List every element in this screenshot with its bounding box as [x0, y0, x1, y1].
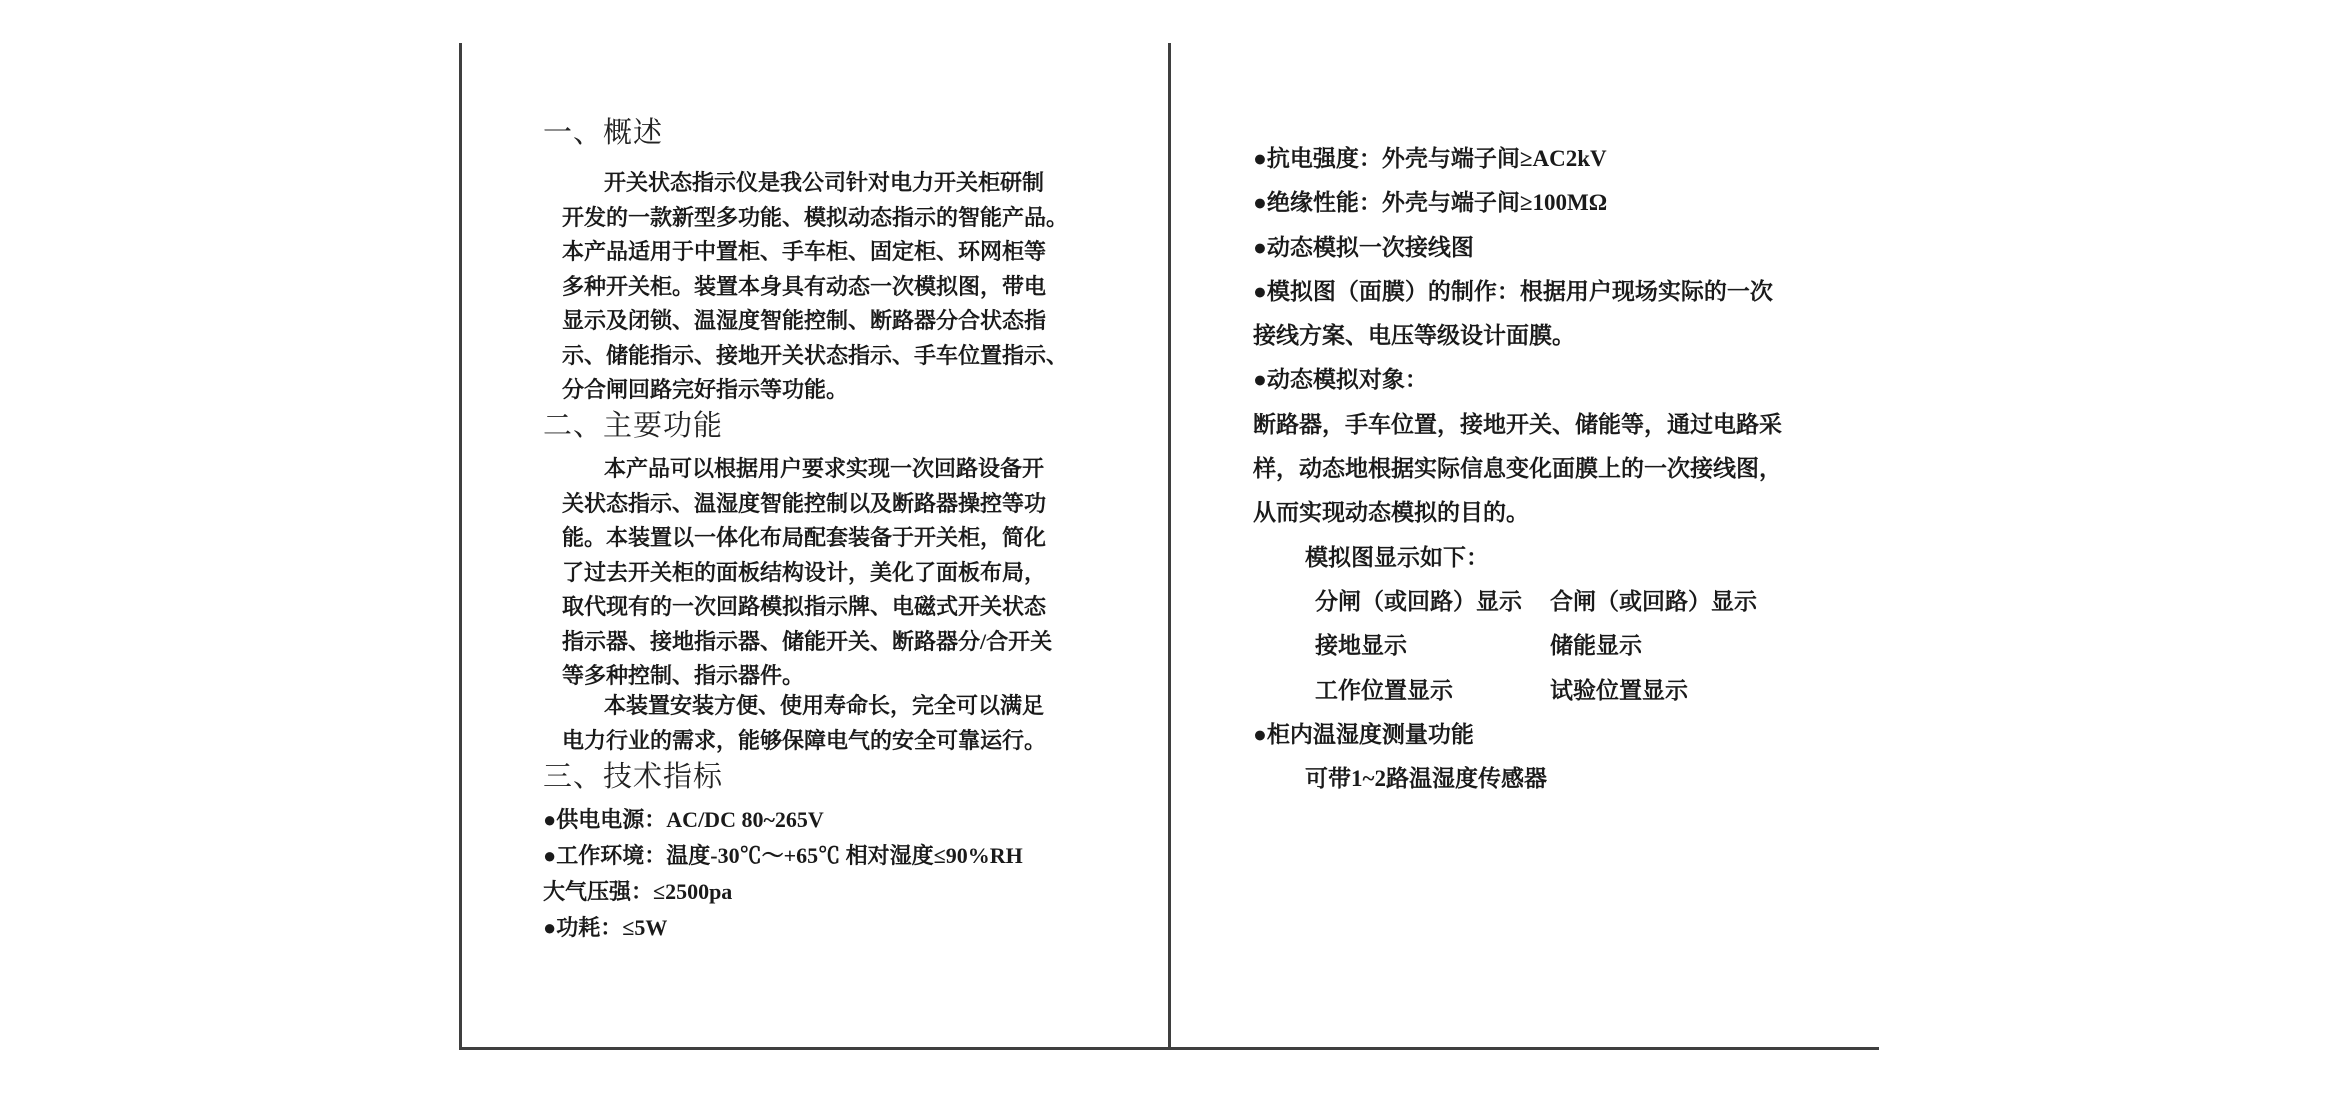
display-item: 工作位置显示: [1315, 677, 1453, 703]
display-pair-row: [1253, 624, 1773, 668]
text-line: 样，动态地根据实际信息变化面膜上的一次接线图，: [1253, 456, 1782, 482]
text-line: 本装置安装方便、使用寿命长，完全可以满足: [604, 693, 1045, 718]
spec-bullet-line: ●动态模拟一次接线图: [1253, 234, 1474, 260]
text-line: 等多种控制、指示器件。: [562, 663, 805, 688]
text-line: 电力行业的需求，能够保障电气的安全可靠运行。: [562, 727, 1047, 753]
spec-bullet-line: ●抗电强度：外壳与端子间≥AC2kV: [1253, 146, 1607, 171]
text-line: 指示器、接地指示器、储能开关、断路器分/合开关: [562, 628, 1053, 654]
text-line: 本产品可以根据用户要求实现一次回路设备开: [604, 456, 1045, 481]
display-item: 试验位置显示: [1550, 677, 1688, 703]
spec-bullet-line: ●功耗：≤5W: [543, 915, 668, 940]
text-line: 分合闸回路完好指示等功能。: [562, 377, 849, 402]
text-line: 多种开关柜。装置本身具有动态一次模拟图，带电: [562, 273, 1047, 299]
display-item: 合闸（或回路）显示: [1550, 588, 1757, 614]
text-line: 开关状态指示仪是我公司针对电力开关柜研制: [604, 170, 1045, 195]
text-line: 可带1~2路温湿度传感器: [1305, 766, 1547, 792]
text-line: 接线方案、电压等级设计面膜。: [1253, 323, 1575, 349]
section2-heading: 二、主要功能: [543, 410, 724, 442]
display-pair-row: [1253, 669, 1773, 713]
section3-heading: 三、技术指标: [543, 761, 724, 793]
text-line: 示、储能指示、接地开关状态指示、手车位置指示、: [562, 342, 1069, 368]
text-line: 关状态指示、温湿度智能控制以及断路器操控等功: [562, 490, 1047, 516]
spec-bullet-line: ●动态模拟对象：: [1253, 367, 1428, 393]
section2-paragraph-2: [562, 689, 1047, 758]
text-line: 取代现有的一次回路模拟指示牌、电磁式开关状态: [562, 594, 1047, 619]
left-page-border-line: [459, 43, 462, 1050]
text-line: 本产品适用于中置柜、手车柜、固定柜、环网柜等: [562, 239, 1047, 264]
display-item: 分闸（或回路）显示: [1315, 588, 1522, 614]
right-page-spec-list: [1253, 137, 1782, 801]
display-item: 接地显示: [1315, 633, 1407, 659]
text-line: 大气压强：≤2500pa: [543, 879, 733, 904]
spec-bullet-line: ●供电电源：AC/DC 80~265V: [543, 807, 824, 832]
text-line: 显示及闭锁、温湿度智能控制、断路器分合状态指: [562, 308, 1047, 333]
text-line: 了过去开关柜的面板结构设计，美化了面板布局，: [562, 559, 1047, 585]
text-line: 开发的一款新型多功能、模拟动态指示的智能产品。: [562, 204, 1069, 230]
bottom-border-line: [459, 1047, 1879, 1050]
spec-bullet-line: ●柜内温湿度测量功能: [1253, 721, 1474, 747]
spec-bullet-line: ●绝缘性能：外壳与端子间≥100MΩ: [1253, 190, 1608, 216]
spec-bullet-line: ●模拟图（面膜）的制作：根据用户现场实际的一次: [1253, 278, 1773, 304]
display-pair-row: [1253, 580, 1773, 624]
display-item: 储能显示: [1550, 633, 1642, 659]
text-line: 能。本装置以一体化布局配套装备于开关柜，简化: [562, 525, 1047, 550]
text-line: 断路器，手车位置，接地开关、储能等，通过电路采: [1253, 411, 1782, 437]
section1-heading: 一、概述: [543, 117, 664, 149]
section3-spec-list: [543, 802, 1043, 946]
text-line: 从而实现动态模拟的目的。: [1253, 500, 1529, 526]
text-line: 模拟图显示如下：: [1305, 544, 1489, 570]
section1-paragraph: [562, 166, 1069, 408]
section2-paragraph-1: [562, 452, 1053, 694]
spec-bullet-line: ●工作环境：温度-30℃～+65℃ 相对湿度≤90%RH: [543, 843, 1023, 868]
page-divider-line: [1168, 43, 1171, 1050]
